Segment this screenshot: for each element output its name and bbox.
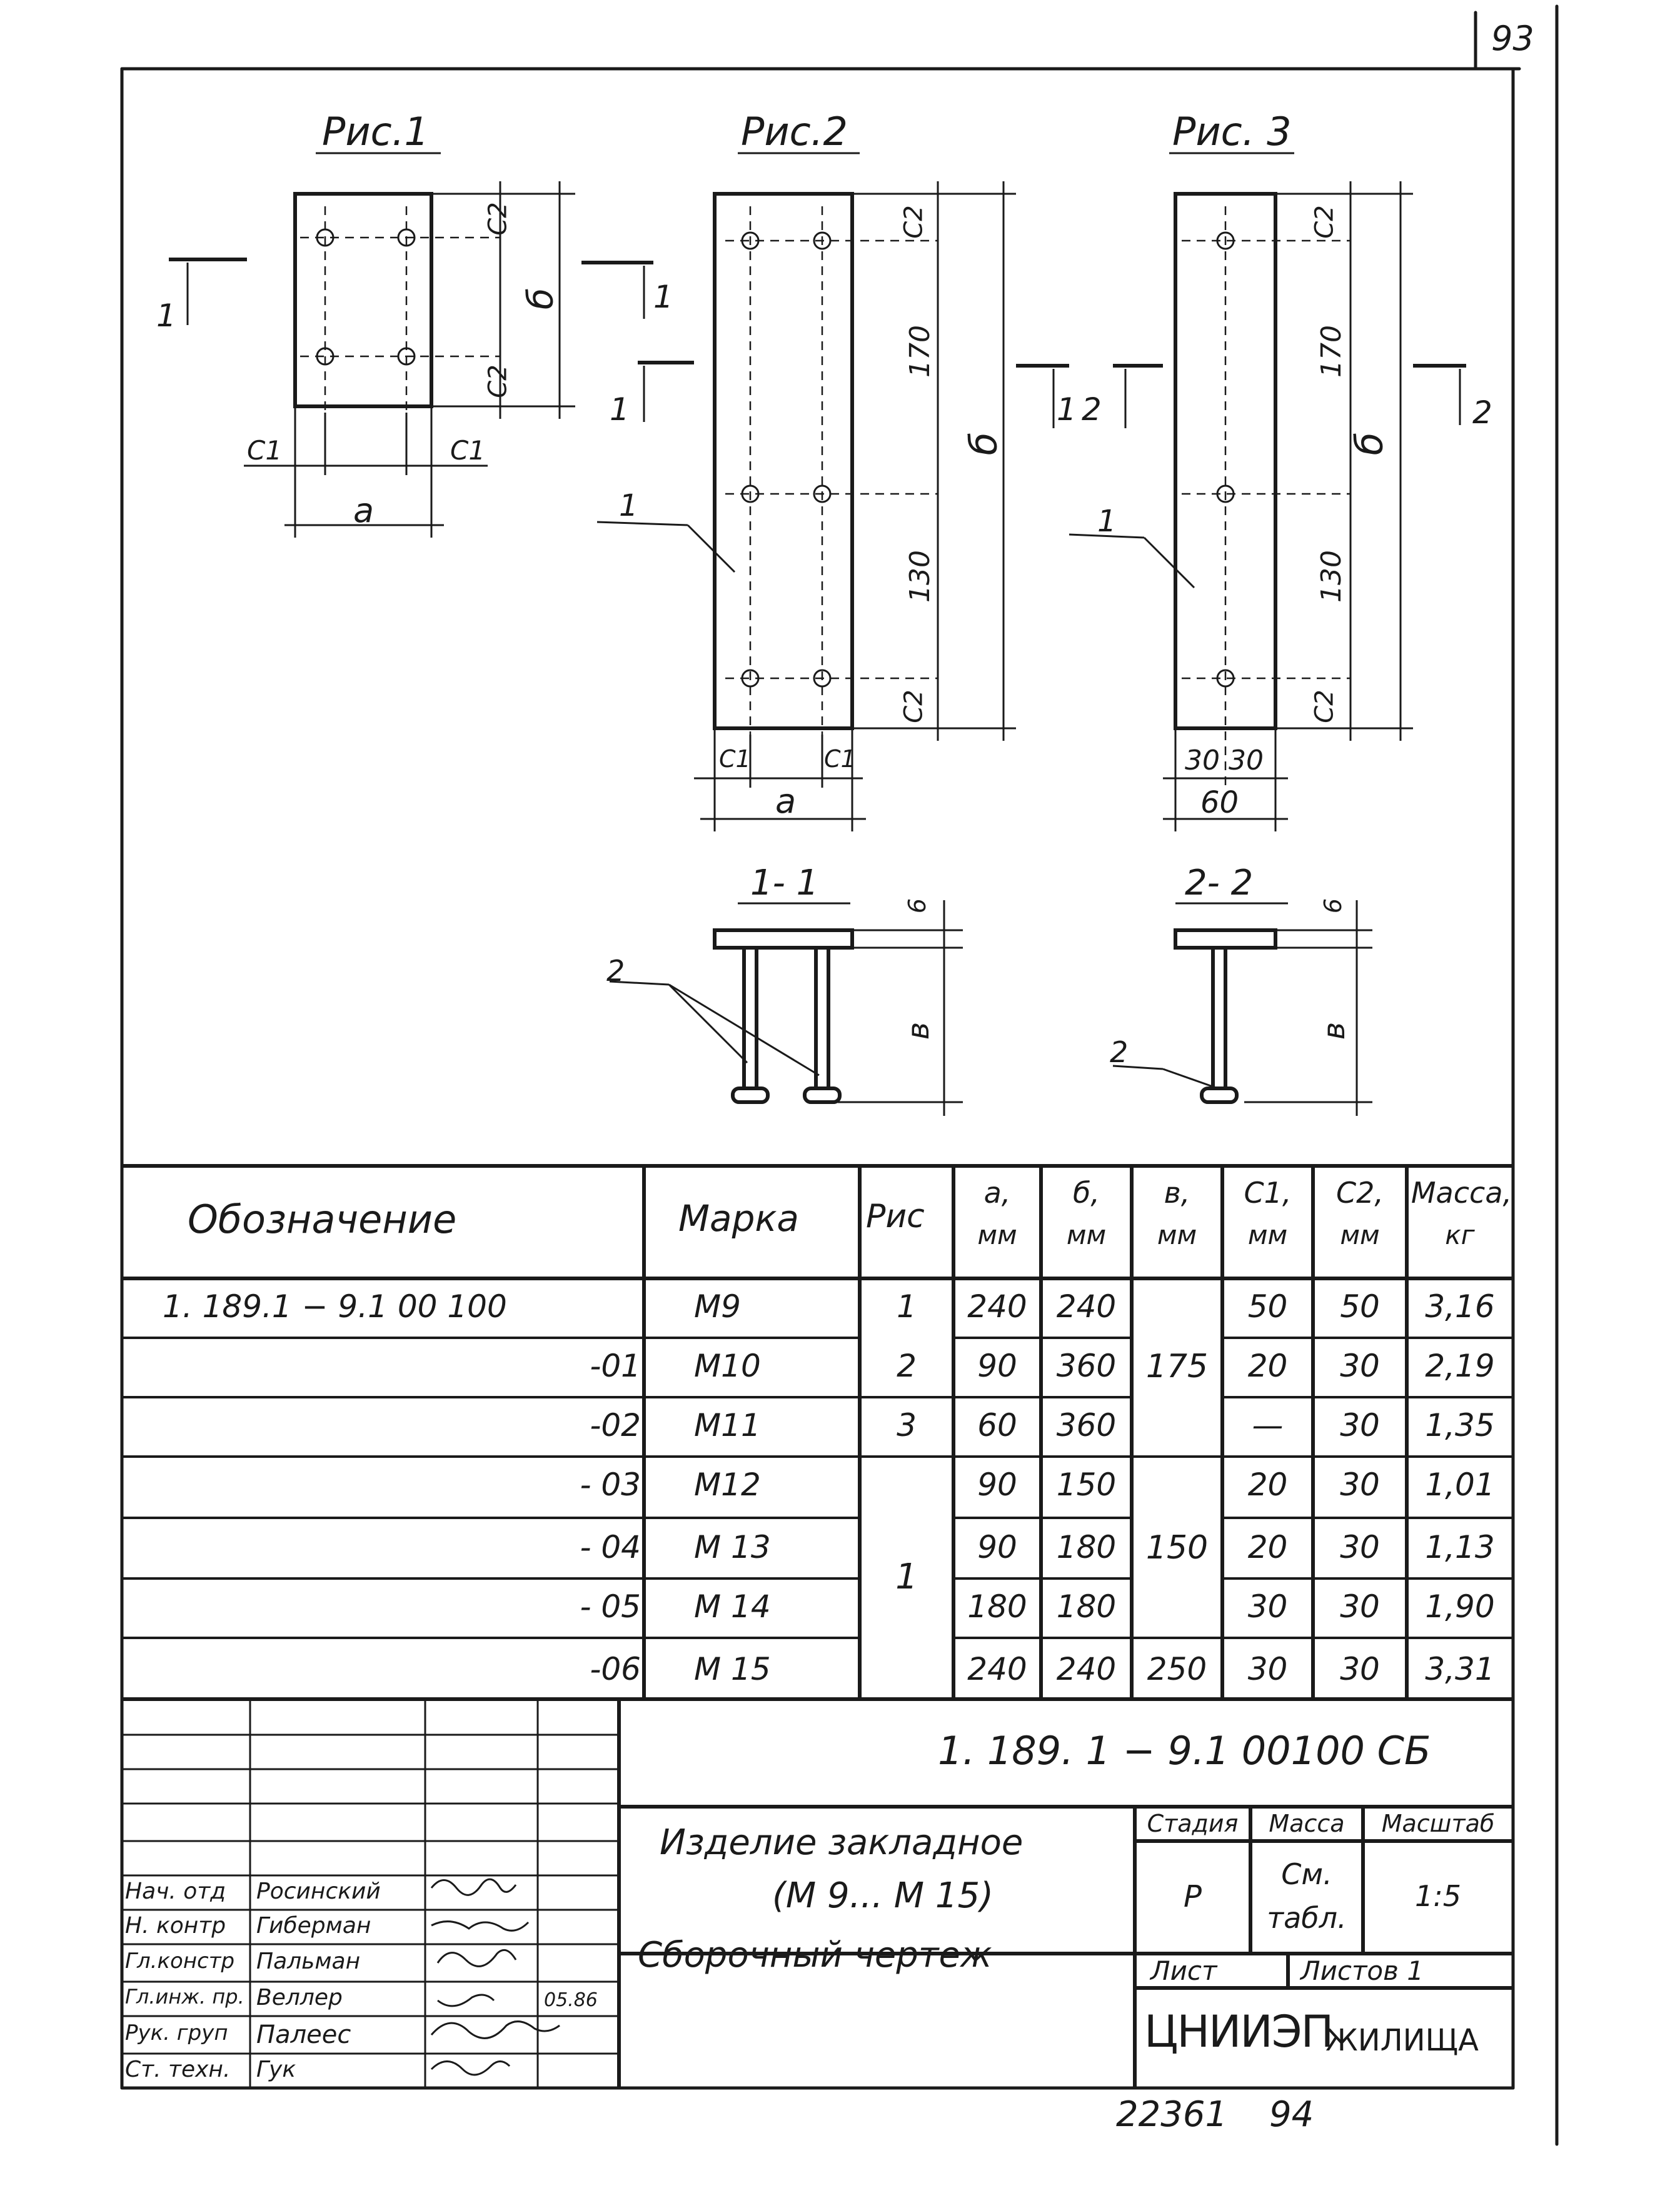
row4-b: 150 xyxy=(1056,1467,1117,1503)
fig2-cut-right: 1 xyxy=(1057,391,1077,428)
section1-pos-2: 2 xyxy=(606,954,625,988)
signer5-role: Рук. груп xyxy=(125,2020,228,2045)
fig3-dim-30-left: 30 xyxy=(1185,745,1220,776)
row3-mass: 1,35 xyxy=(1425,1407,1495,1443)
row1-c1: 50 xyxy=(1247,1288,1288,1325)
row6-c1: 30 xyxy=(1247,1588,1288,1625)
row3-a: 60 xyxy=(977,1407,1017,1443)
row7-mass: 3,31 xyxy=(1425,1651,1495,1687)
section1-dim-6: 6 xyxy=(903,898,932,914)
fig3-dim-b: б xyxy=(1347,432,1392,456)
row5-c2: 30 xyxy=(1340,1529,1380,1565)
fig2-dim-b: б xyxy=(962,432,1006,456)
row2-a: 90 xyxy=(977,1348,1017,1384)
sheets-label: Листов 1 xyxy=(1300,1955,1424,1986)
v-r1-3: 175 xyxy=(1145,1348,1209,1385)
title-name-line2: (М 9... М 15) xyxy=(772,1875,994,1916)
fig2-cut-left: 1 xyxy=(610,391,630,428)
row3-c1: — xyxy=(1252,1407,1284,1443)
signer5-name: Палеес xyxy=(256,2020,351,2049)
row2-c2: 30 xyxy=(1340,1348,1380,1384)
row6-b: 180 xyxy=(1056,1588,1117,1625)
row7-a: 240 xyxy=(967,1651,1027,1687)
row1-c2: 50 xyxy=(1340,1288,1380,1325)
th-mass: Масса, xyxy=(1411,1176,1512,1210)
fig3-dim-c2-top: C2 xyxy=(1310,205,1339,239)
fig3-dim-60: 60 xyxy=(1200,785,1239,820)
fig1-dim-c1-left: C1 xyxy=(247,435,283,466)
th-designation: Обозначение xyxy=(188,1197,457,1242)
title-name-line3: Сборочный чертеж xyxy=(638,1935,992,1975)
section2-dim-6: 6 xyxy=(1319,898,1347,914)
mass-label: Масса xyxy=(1269,1810,1345,1837)
fig2-dim-c2-top: C2 xyxy=(899,205,928,239)
signer2-role: Н. контр xyxy=(125,1913,226,1939)
row6-a: 180 xyxy=(967,1588,1027,1625)
th-fig: Рис xyxy=(866,1198,925,1235)
row2-b: 360 xyxy=(1056,1348,1117,1384)
section-2-2-title: 2- 2 xyxy=(1185,863,1254,903)
row4-c2: 30 xyxy=(1340,1467,1380,1503)
row3-designation: -02 xyxy=(590,1407,641,1443)
sign-date: 05.86 xyxy=(544,1989,598,2011)
row7-v: 250 xyxy=(1147,1651,1207,1687)
fig3-cut-left: 2 xyxy=(1082,391,1102,428)
th-mark: Марка xyxy=(678,1197,799,1240)
signer1-role: Нач. отд xyxy=(125,1879,226,1904)
row1-mark: М9 xyxy=(694,1288,741,1325)
fig1-title: Рис.1 xyxy=(322,109,429,154)
fig2-title: Рис.2 xyxy=(741,109,848,154)
row6-mass: 1,90 xyxy=(1425,1588,1495,1625)
row4-designation: - 03 xyxy=(580,1467,641,1503)
fig-r2: 2 xyxy=(897,1348,917,1384)
row1-designation: 1. 189.1 − 9.1 00 100 xyxy=(163,1288,507,1325)
signer4-name: Веллер xyxy=(256,1985,343,2010)
th-c2: C2, xyxy=(1335,1176,1384,1210)
fig1-dim-c1-right: C1 xyxy=(450,435,486,466)
signer1-name: Росинский xyxy=(256,1879,381,1904)
signer2-name: Гиберман xyxy=(256,1913,371,1939)
row7-b: 240 xyxy=(1056,1651,1117,1687)
fig3-dim-30-right: 30 xyxy=(1229,745,1264,776)
fig1-dim-a: a xyxy=(353,491,375,530)
mass-value-2: табл. xyxy=(1267,1901,1347,1935)
row5-mark: М 13 xyxy=(694,1529,771,1565)
signer4-role: Гл.инж. пр. xyxy=(125,1985,244,2009)
footer-page: 94 xyxy=(1269,2094,1314,2135)
row1-mass: 3,16 xyxy=(1425,1288,1495,1325)
row3-c2: 30 xyxy=(1340,1407,1380,1443)
fig1-dim-c2-bottom: C2 xyxy=(483,364,513,398)
row4-c1: 20 xyxy=(1247,1467,1288,1503)
signer6-name: Гук xyxy=(256,2057,296,2082)
th-b: б, xyxy=(1073,1176,1100,1210)
row7-c2: 30 xyxy=(1340,1651,1380,1687)
fig3-cut-right: 2 xyxy=(1472,394,1492,431)
row2-c1: 20 xyxy=(1247,1348,1288,1384)
row5-designation: - 04 xyxy=(580,1529,641,1565)
row6-mark: М 14 xyxy=(694,1588,771,1625)
inventory-number: 22361 xyxy=(1116,2094,1228,2135)
row4-a: 90 xyxy=(977,1467,1017,1503)
row7-c1: 30 xyxy=(1247,1651,1288,1687)
signer3-name: Пальман xyxy=(256,1949,361,1974)
fig1-dim-c2-top: C2 xyxy=(483,202,513,236)
fig-r3: 3 xyxy=(897,1407,917,1443)
row3-b: 360 xyxy=(1056,1407,1117,1443)
section1-dim-v: в xyxy=(901,1021,937,1040)
row4-mark: М12 xyxy=(694,1467,761,1503)
scale-label: Масштаб xyxy=(1381,1810,1495,1837)
row1-b: 240 xyxy=(1056,1288,1117,1325)
org-name: ЖИЛИЩА xyxy=(1325,2023,1479,2058)
row1-a: 240 xyxy=(967,1288,1027,1325)
row3-mark: М11 xyxy=(694,1407,761,1443)
fig2-dim-c2-bottom: C2 xyxy=(899,690,928,723)
th-a-unit: мм xyxy=(977,1220,1017,1250)
fig2-dim-c1-right: C1 xyxy=(824,745,856,773)
row5-b: 180 xyxy=(1056,1529,1117,1565)
fig3-dim-130: 130 xyxy=(1315,550,1347,603)
signatures xyxy=(431,1879,560,2075)
signer3-role: Гл.констр xyxy=(125,1949,235,1974)
scale-value: 1:5 xyxy=(1414,1879,1462,1913)
fig3-dim-c2-bottom: C2 xyxy=(1310,690,1339,723)
fig-r1: 1 xyxy=(897,1288,917,1325)
fig1-cut-right: 1 xyxy=(653,279,673,315)
section2-dim-v: в xyxy=(1317,1021,1352,1040)
row7-mark: М 15 xyxy=(694,1651,771,1687)
row2-mark: М10 xyxy=(694,1348,761,1384)
th-b-unit: мм xyxy=(1066,1220,1107,1250)
mass-value-1: См. xyxy=(1281,1857,1332,1891)
org-logo: ЦНИИЭП xyxy=(1144,2006,1333,2057)
sheet-label: Лист xyxy=(1150,1955,1217,1986)
th-c1: C1, xyxy=(1244,1176,1292,1210)
sheet-number: 93 xyxy=(1491,19,1534,58)
v-r4-6: 150 xyxy=(1145,1529,1209,1567)
fig3-dim-170: 170 xyxy=(1315,325,1347,378)
fig3-title: Рис. 3 xyxy=(1172,109,1292,154)
title-name-line1: Изделие закладное xyxy=(660,1822,1024,1863)
row4-mass: 1,01 xyxy=(1425,1467,1495,1503)
row2-designation: -01 xyxy=(590,1348,641,1384)
th-mass-unit: кг xyxy=(1445,1220,1475,1250)
row5-mass: 1,13 xyxy=(1425,1529,1495,1565)
row5-c1: 20 xyxy=(1247,1529,1288,1565)
fig2-dim-c1-left: C1 xyxy=(719,745,751,773)
fig3-pos-1: 1 xyxy=(1097,504,1117,539)
fig2-dim-a: a xyxy=(775,781,797,821)
th-c2-unit: мм xyxy=(1340,1220,1380,1250)
fig-r4-7: 1 xyxy=(895,1557,918,1597)
th-v: в, xyxy=(1164,1176,1190,1210)
fig1-cut-left: 1 xyxy=(156,298,176,334)
stage-label: Стадия xyxy=(1147,1810,1239,1837)
section2-pos-2: 2 xyxy=(1110,1035,1129,1069)
row7-designation: -06 xyxy=(590,1651,641,1687)
th-c1-unit: мм xyxy=(1247,1220,1288,1250)
fig2-pos-1: 1 xyxy=(619,488,638,523)
th-a: a, xyxy=(983,1176,1011,1210)
th-v-unit: мм xyxy=(1157,1220,1197,1250)
row6-c2: 30 xyxy=(1340,1588,1380,1625)
signer6-role: Ст. техн. xyxy=(125,2057,231,2082)
row5-a: 90 xyxy=(977,1529,1017,1565)
stage-value: Р xyxy=(1184,1879,1202,1914)
row6-designation: - 05 xyxy=(580,1588,641,1625)
fig2-dim-130: 130 xyxy=(903,550,936,603)
fig2-dim-170: 170 xyxy=(903,325,936,378)
doc-code: 1. 189. 1 − 9.1 00100 СБ xyxy=(938,1728,1431,1774)
row2-mass: 2,19 xyxy=(1425,1348,1495,1384)
fig1-dim-b: б xyxy=(520,288,561,310)
section-1-1-title: 1- 1 xyxy=(750,863,819,903)
